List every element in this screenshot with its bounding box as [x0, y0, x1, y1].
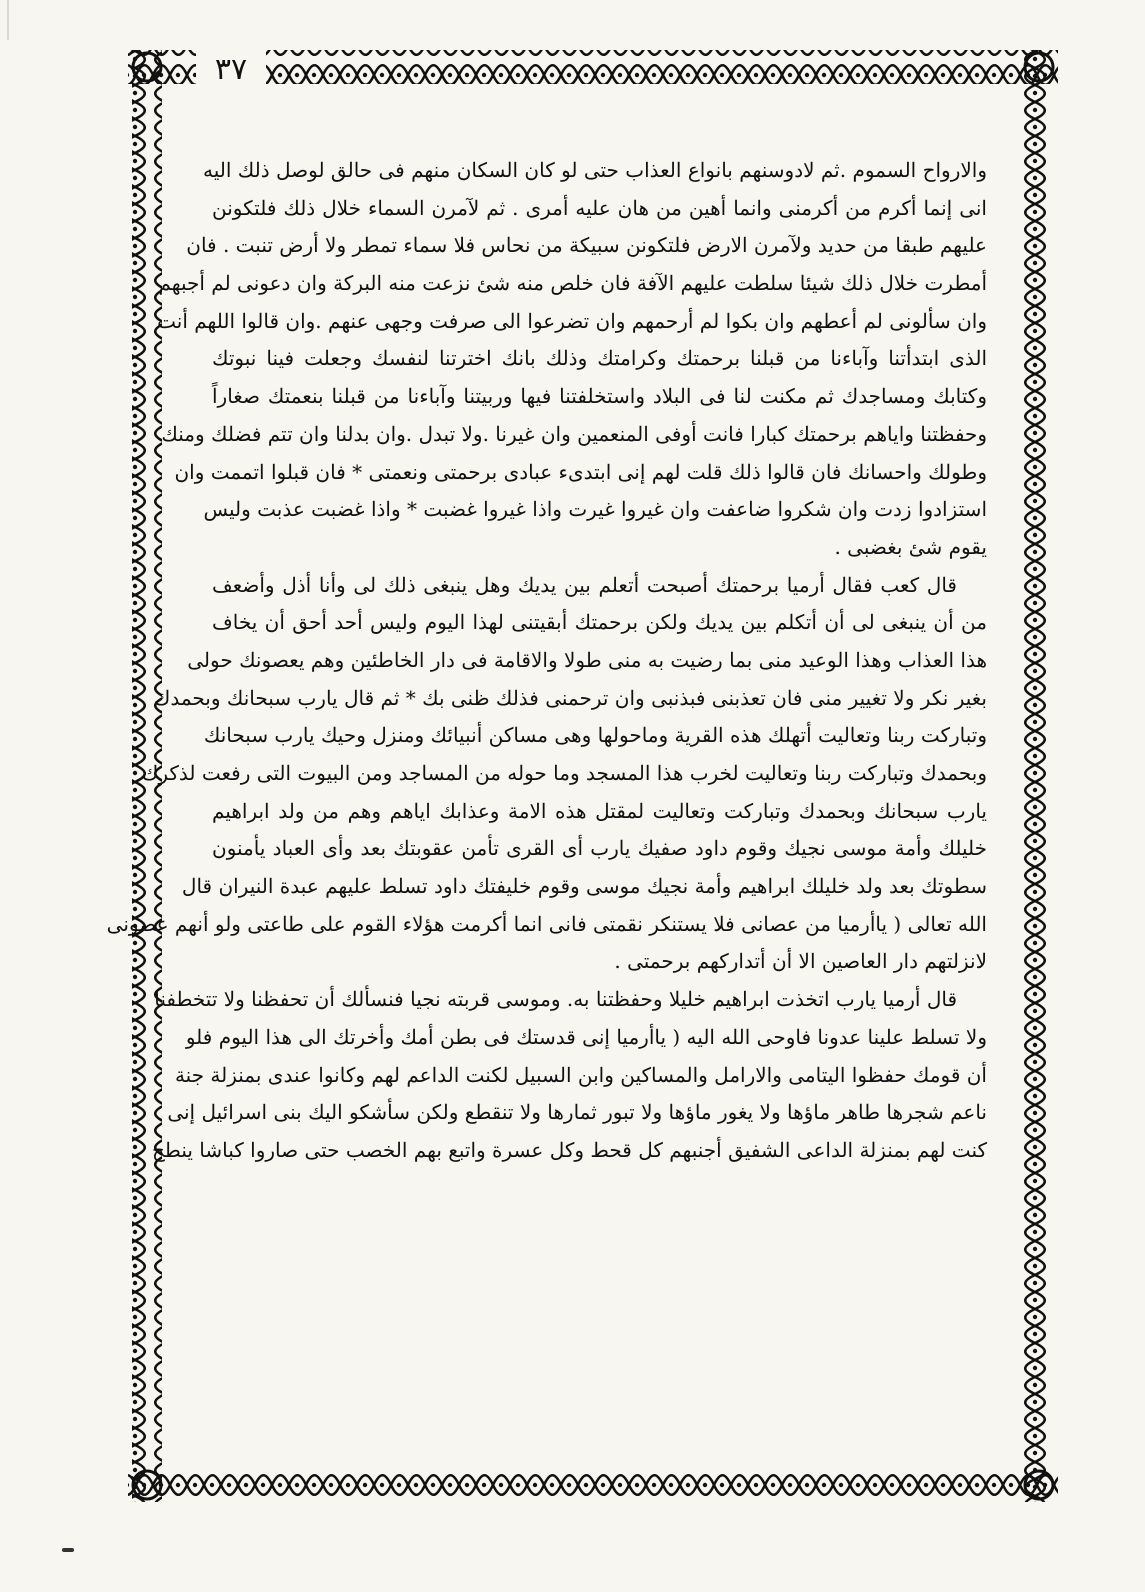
text-line: ناعم شجرها طاهر ماؤها ولا يغور ماؤها ولا تبور ثمارها ولا تنقطع ولكن سأشكو اليك بنى اسرائيل إنى [167, 1100, 987, 1125]
text-line: أن قومك حفظوا اليتامى والارامل والمساكين وابن السبيل لكنت الداعم لهم وكانوا عندى بمنزلة جنة [174, 1062, 987, 1087]
text-line: بغير نكر ولا تغيير منى فان تعذبنى فبذنبى وان ترحمنى فذلك ظنى بك * ثم قال يارب سبحانك وبحمدك [153, 685, 987, 710]
text-line: يارب سبحانك وبحمدك وتباركت وتعاليت لمقتل هذه الامة وعذابك اياهم وهم من ولد ابراهيم [212, 798, 987, 823]
text-line: وحفظتنا واياهم برحمتك كبارا فانت أوفى المنعمين وان غيرنا .ولا تبدل .وان بدلنا وان تتم فضلك ومنك [161, 421, 987, 446]
text-line: يقوم شئ بغضبى . [834, 534, 987, 559]
text-line: سطوتك بعد ولد خليلك ابراهيم وأمة نجيك موسى وقوم خليفتك داود تسلط عليهم عبدة النيران قال [181, 874, 987, 899]
text-line: لانزلتهم دار العاصين الا أن أتداركهم برحمتى . [614, 949, 987, 974]
text-line: من أن ينبغى لى أن أتكلم بين يديك ولكن برحمتك أبقيتنى لهذا اليوم وليس أحد أحق أن يخاف [212, 610, 987, 635]
text-line: وكتابك ومساجدك ثم مكنت لنا فى البلاد واستخلفتنا فيها وربيتنا وآباءنا من قبلنا بنعمتك صغاراً [212, 384, 987, 409]
text-line: وطولك واحسانك فان قالوا ذلك قلت لهم إنى ابتدىء عبادى برحمتى ونعمتى * فان قبلوا اتممت وان [174, 459, 987, 484]
text-line: انى إنما أكرم من أكرمنى وانما أهين من هان عليه أمرى . ثم لآمرن السماء خلال ذلك فلتكونن [212, 195, 987, 220]
text-line: الله تعالى ( ياأرميا من عصانى فلا يستنكر نقمتى فانى انما أكرمت هؤلاء القوم على طاعتى ولو أنهم عصونى [106, 911, 987, 936]
body-text [106, 152, 987, 1442]
text-line: كنت لهم بمنزلة الداعى الشفيق أجنبهم كل قحط وكل عسرة واتبع بهم الخصب حتى صاروا كباشا ينطح [152, 1137, 987, 1162]
text-line: خليلك وأمة موسى نجيك وقوم داود صفيك يارب أى القرى تأمن عقوبتك بعد وأى العباد يأمنون [212, 836, 987, 861]
scan-mark [62, 1548, 74, 1552]
page-number: ٣٧ [196, 50, 266, 90]
text-line: الذى ابتدأتنا وآباءنا من قبلنا برحمتك وكرامتك وذلك بانك اخترتنا لنفسك وجعلت فينا نبوتك [212, 346, 987, 371]
text-line: أمطرت خلال ذلك شيئا سلطت عليهم الآفة فان خلص منه شئ نزعت منه البركة وان دعونى لم أجبهم [158, 271, 987, 296]
text-line: وان سألونى لم أعطهم وان بكوا لم أرحمهم وان تضرعوا الى صرفت وجهى عنهم .وان قالوا اللهم أنت [157, 308, 987, 333]
paragraph-start-line: قال أرميا يارب اتخذت ابراهيم خليلا وحفظتنا به. وموسى قربته نجيا فنسألك أن تحفظنا ولا تتخطفنا [154, 987, 957, 1012]
text-line: والارواح السموم .ثم لادوسنهم بانواع العذاب حتى لو كان السكان منهم فى حالق لوصل ذلك اليه [203, 158, 987, 182]
text-line: استزادوا زدت وان شكروا ضاعفت وان غيروا غيرت واذا غيروا غضبت * واذا غضبت عذبت وليس [203, 497, 987, 522]
text-line: وتباركت ربنا وتعاليت أتهلك هذه القرية وماحولها وهى مساكن أنبيائك ومنزل وحيك يارب سبحانك [203, 723, 987, 748]
paragraph-start-line: قال كعب فقال أرميا برحمتك أصبحت أتعلم بين يديك وهل ينبغى ذلك لى وأنا أذل وأضعف [212, 572, 957, 597]
text-line: ولا تسلط علينا عدونا فاوحى الله اليه ( ياأرميا إنى قدستك فى بطن أمك وأخرتك الى هذا اليوم فلو [185, 1024, 987, 1049]
text-line: عليهم طبقا من حديد ولآمرن الارض فلتكونن سبيكة من نحاس فلا سماء تمطر ولا أرض تنبت . فان [186, 233, 987, 258]
text-line: وبحمدك وتباركت ربنا وتعاليت لخرب هذا المسجد وما حوله من المساجد ومن البيوت التى رفعت لذكرك [141, 761, 987, 785]
text-line: هذا العذاب وهذا الوعيد منى بما رضيت به منى طولا والاقامة فى دار الخاطئين وهم يعصونك حولى [187, 647, 987, 672]
